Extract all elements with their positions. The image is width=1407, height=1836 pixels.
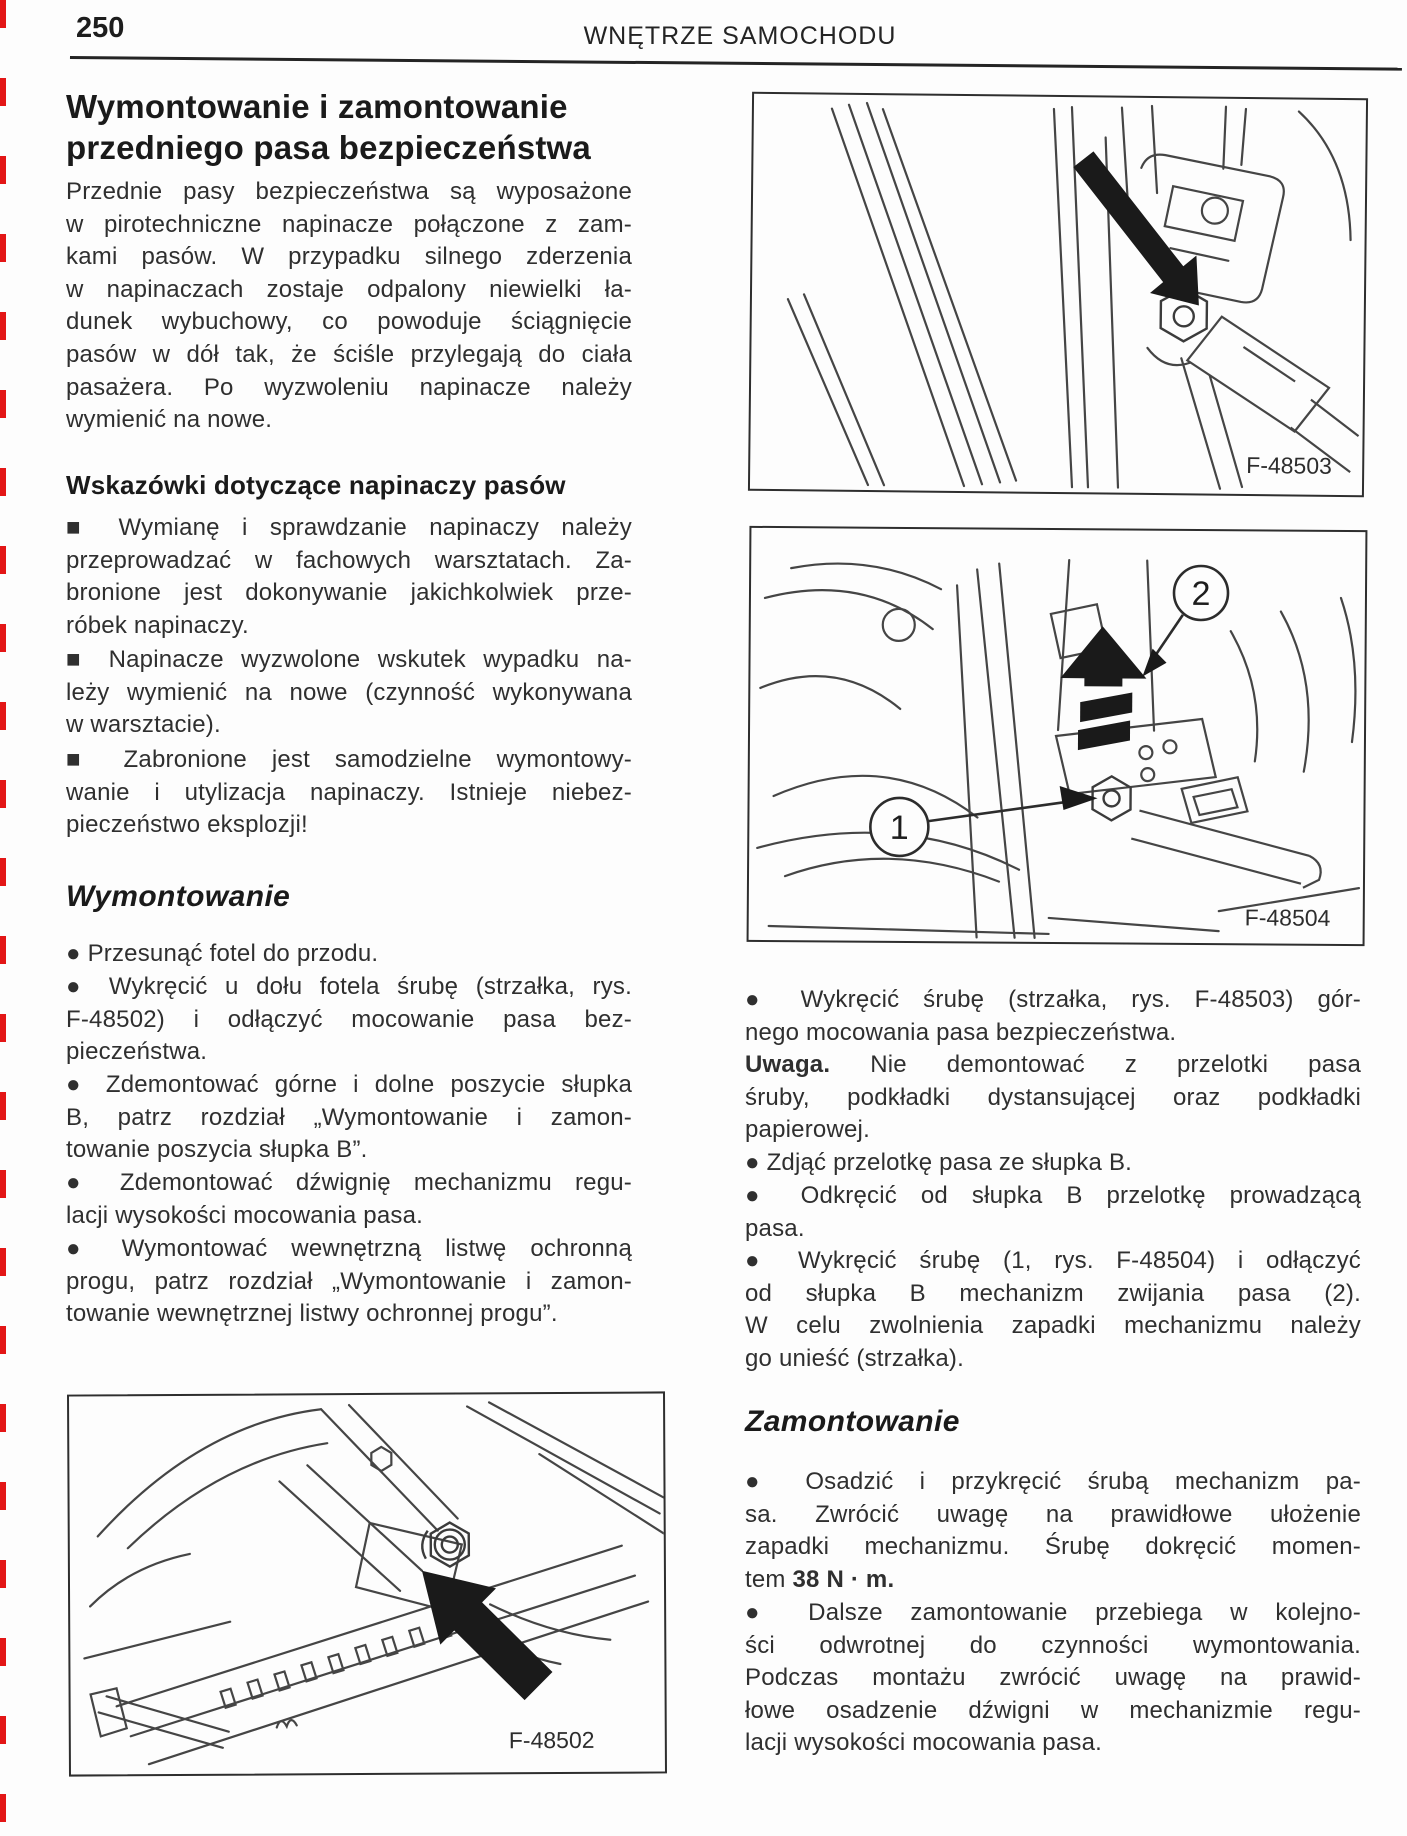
text-line: śruby, podkładki dystansującej oraz podkładki bbox=[745, 1083, 1361, 1111]
scan-edge-marks bbox=[0, 0, 6, 1836]
text-line: pieczeństwo eksplozji! bbox=[66, 811, 308, 839]
text-line: ● Odkręcić od słupka B przelotkę prowadzącą bbox=[745, 1182, 1361, 1209]
figure-f48503 bbox=[748, 92, 1368, 497]
step-item bbox=[66, 1167, 632, 1232]
svg-text:1: 1 bbox=[889, 808, 909, 847]
step-item bbox=[745, 1245, 1361, 1375]
figure-f48504 bbox=[747, 526, 1368, 946]
text-line: W celu zwolnienia zapadki mechanizmu należy bbox=[745, 1312, 1361, 1340]
text-line: ● Wymontować wewnętrzną listwę ochronną bbox=[66, 1235, 632, 1262]
text-line: przeprowadzać w fachowych warsztatach. Za- bbox=[66, 546, 632, 574]
text-line: łowe osadzenie dźwigni w mechanizmie regu- bbox=[745, 1696, 1361, 1724]
callout-2 bbox=[1142, 566, 1228, 678]
text-line: pasażera. Po wyzwoleniu napinacze należy bbox=[66, 373, 632, 401]
text-line: ● Wykręcić u dołu fotela śrubę (strzałka, rys. bbox=[66, 973, 632, 1000]
text-line: Przednie pasy bezpieczeństwa są wyposażone bbox=[66, 178, 632, 205]
step-item bbox=[66, 1069, 632, 1167]
text-line: dunek wybuchowy, co powoduje ściągnięcie bbox=[66, 308, 632, 336]
step-item bbox=[745, 1147, 1361, 1180]
text-line: ści odwrotnej do czynności wymontowania. bbox=[745, 1631, 1361, 1659]
text-line: ● Osadzić i przykręcić śrubą mechanizm pa- bbox=[745, 1468, 1361, 1495]
text-line: ● Zdjąć przelotkę pasa ze słupka B. bbox=[745, 1149, 1133, 1176]
torque-value: 38 N · m. bbox=[792, 1565, 895, 1593]
text-line: ● Wykręcić śrubę (1, rys. F-48504) i odłączyć bbox=[745, 1247, 1361, 1274]
hex-bolt-icon bbox=[1092, 776, 1130, 820]
seat-frame-lines bbox=[89, 1401, 664, 1666]
text-line: wanie i utylizacja napinaczy. Istnieje niebez- bbox=[66, 778, 632, 806]
step-item bbox=[66, 1233, 632, 1331]
text-line: towanie poszycia słupka B”. bbox=[66, 1136, 368, 1164]
text-line: pasów w dół tak, że ściśle przylegają do ciała bbox=[66, 340, 632, 368]
text-line: zapadki mechanizmu. Śrubę dokręcić momen- bbox=[745, 1533, 1361, 1561]
install-heading: Zamontowanie bbox=[745, 1405, 960, 1438]
text-line: ■ Wymianę i sprawdzanie napinaczy należy bbox=[66, 514, 632, 541]
text-line: go unieść (strzałka). bbox=[745, 1344, 964, 1372]
text-line: pasa. bbox=[745, 1214, 805, 1242]
tip-item bbox=[66, 644, 632, 742]
section-title-line: przedniego pasa bezpieczeństwa bbox=[66, 129, 591, 166]
text-line: F-48502) i odłączyć mocowanie pasa bez- bbox=[66, 1005, 632, 1033]
callout-1 bbox=[870, 785, 1097, 858]
text-line: ■ Zabronione jest samodzielne wymontowy- bbox=[66, 746, 632, 773]
text-line: Podczas montażu zwrócić uwagę na prawid- bbox=[745, 1664, 1361, 1692]
header-title: WNĘTRZE SAMOCHODU bbox=[583, 22, 897, 50]
belt-buckle bbox=[1186, 316, 1360, 472]
tip-item bbox=[66, 512, 632, 642]
text-line: bronione jest dokonywanie jakichkolwiek prze- bbox=[66, 579, 632, 607]
text-line: lacji wysokości mocowania pasa. bbox=[66, 1201, 424, 1229]
text-line: kami pasów. W przypadku silnego zderzenia bbox=[66, 243, 632, 271]
text-line: pieczeństwa. bbox=[66, 1038, 208, 1066]
text-line: nego mocowania pasa bezpieczeństwa. bbox=[745, 1018, 1177, 1046]
text-line: wymienić na nowe. bbox=[66, 406, 273, 434]
header-rule bbox=[70, 56, 1402, 71]
text-line: ● Dalsze zamontowanie przebiega w kolejno- bbox=[745, 1599, 1361, 1626]
text-line: od słupka B mechanizm zwijania pasa (2). bbox=[745, 1279, 1361, 1307]
lift-arrow-icon bbox=[1060, 626, 1147, 751]
text-line: progu, patrz rozdział „Wymontowanie i zamon- bbox=[66, 1267, 632, 1295]
text-line: Uwaga. Nie demontować z przelotki pasa bbox=[745, 1051, 1361, 1078]
step-item bbox=[745, 984, 1361, 1049]
text-line: papierowej. bbox=[745, 1116, 870, 1144]
page-number: 250 bbox=[76, 12, 125, 44]
text-line: ■ Napinacze wyzwolone wskutek wypadku na- bbox=[66, 646, 632, 673]
text-line: w napinaczach zostaje odpalony niewielki ła- bbox=[66, 275, 632, 303]
text-line: leży wymienić na nowe (czynność wykonywana bbox=[66, 678, 632, 706]
text-line: tem 38 N · m. bbox=[745, 1565, 895, 1593]
b-pillar-lines bbox=[786, 102, 1352, 490]
intro-paragraph bbox=[66, 176, 632, 437]
text-line: towanie wewnętrznej listwy ochronnej progu”. bbox=[66, 1300, 558, 1328]
text-line: w pirotechniczne napinacze połączone z zam- bbox=[66, 210, 632, 238]
figure-label: F-48502 bbox=[508, 1726, 595, 1754]
svg-text:2: 2 bbox=[1191, 574, 1211, 614]
arrow-icon bbox=[422, 1570, 553, 1701]
section-title bbox=[66, 86, 632, 168]
figure-label: F-48503 bbox=[1246, 451, 1333, 479]
step-item bbox=[745, 1180, 1361, 1245]
tips-heading: Wskazówki dotyczące napinaczy pasów bbox=[66, 470, 566, 500]
note-label: Uwaga. bbox=[745, 1051, 831, 1078]
text-line: B, patrz rozdział „Wymontowanie i zamon- bbox=[66, 1103, 632, 1131]
step-item bbox=[745, 1466, 1361, 1596]
arrow-icon bbox=[1072, 151, 1201, 305]
tip-item bbox=[66, 744, 632, 842]
text-line: sa. Zwrócić uwagę na prawidłowe ułożenie bbox=[745, 1500, 1361, 1528]
text-line: ● Przesunąć fotel do przodu. bbox=[66, 940, 379, 967]
step-item bbox=[66, 971, 632, 1069]
text-line: lacji wysokości mocowania pasa. bbox=[745, 1729, 1103, 1757]
removal-heading: Wymontowanie bbox=[66, 880, 291, 913]
text-line: róbek napinaczy. bbox=[66, 611, 249, 639]
text-line: ● Zdemontować górne i dolne poszycie słupka bbox=[66, 1071, 632, 1098]
step-item bbox=[745, 1597, 1361, 1760]
text-line: w warsztacie). bbox=[66, 711, 221, 739]
note-paragraph bbox=[745, 1049, 1361, 1147]
figure-f48502 bbox=[67, 1391, 667, 1776]
text-line: ● Zdemontować dźwignię mechanizmu regu- bbox=[66, 1169, 632, 1196]
step-item bbox=[66, 938, 632, 971]
text-line: ● Wykręcić śrubę (strzałka, rys. F-48503) gór- bbox=[745, 986, 1361, 1013]
section-title-line: Wymontowanie i zamontowanie bbox=[66, 88, 568, 125]
figure-label: F-48504 bbox=[1244, 904, 1331, 931]
